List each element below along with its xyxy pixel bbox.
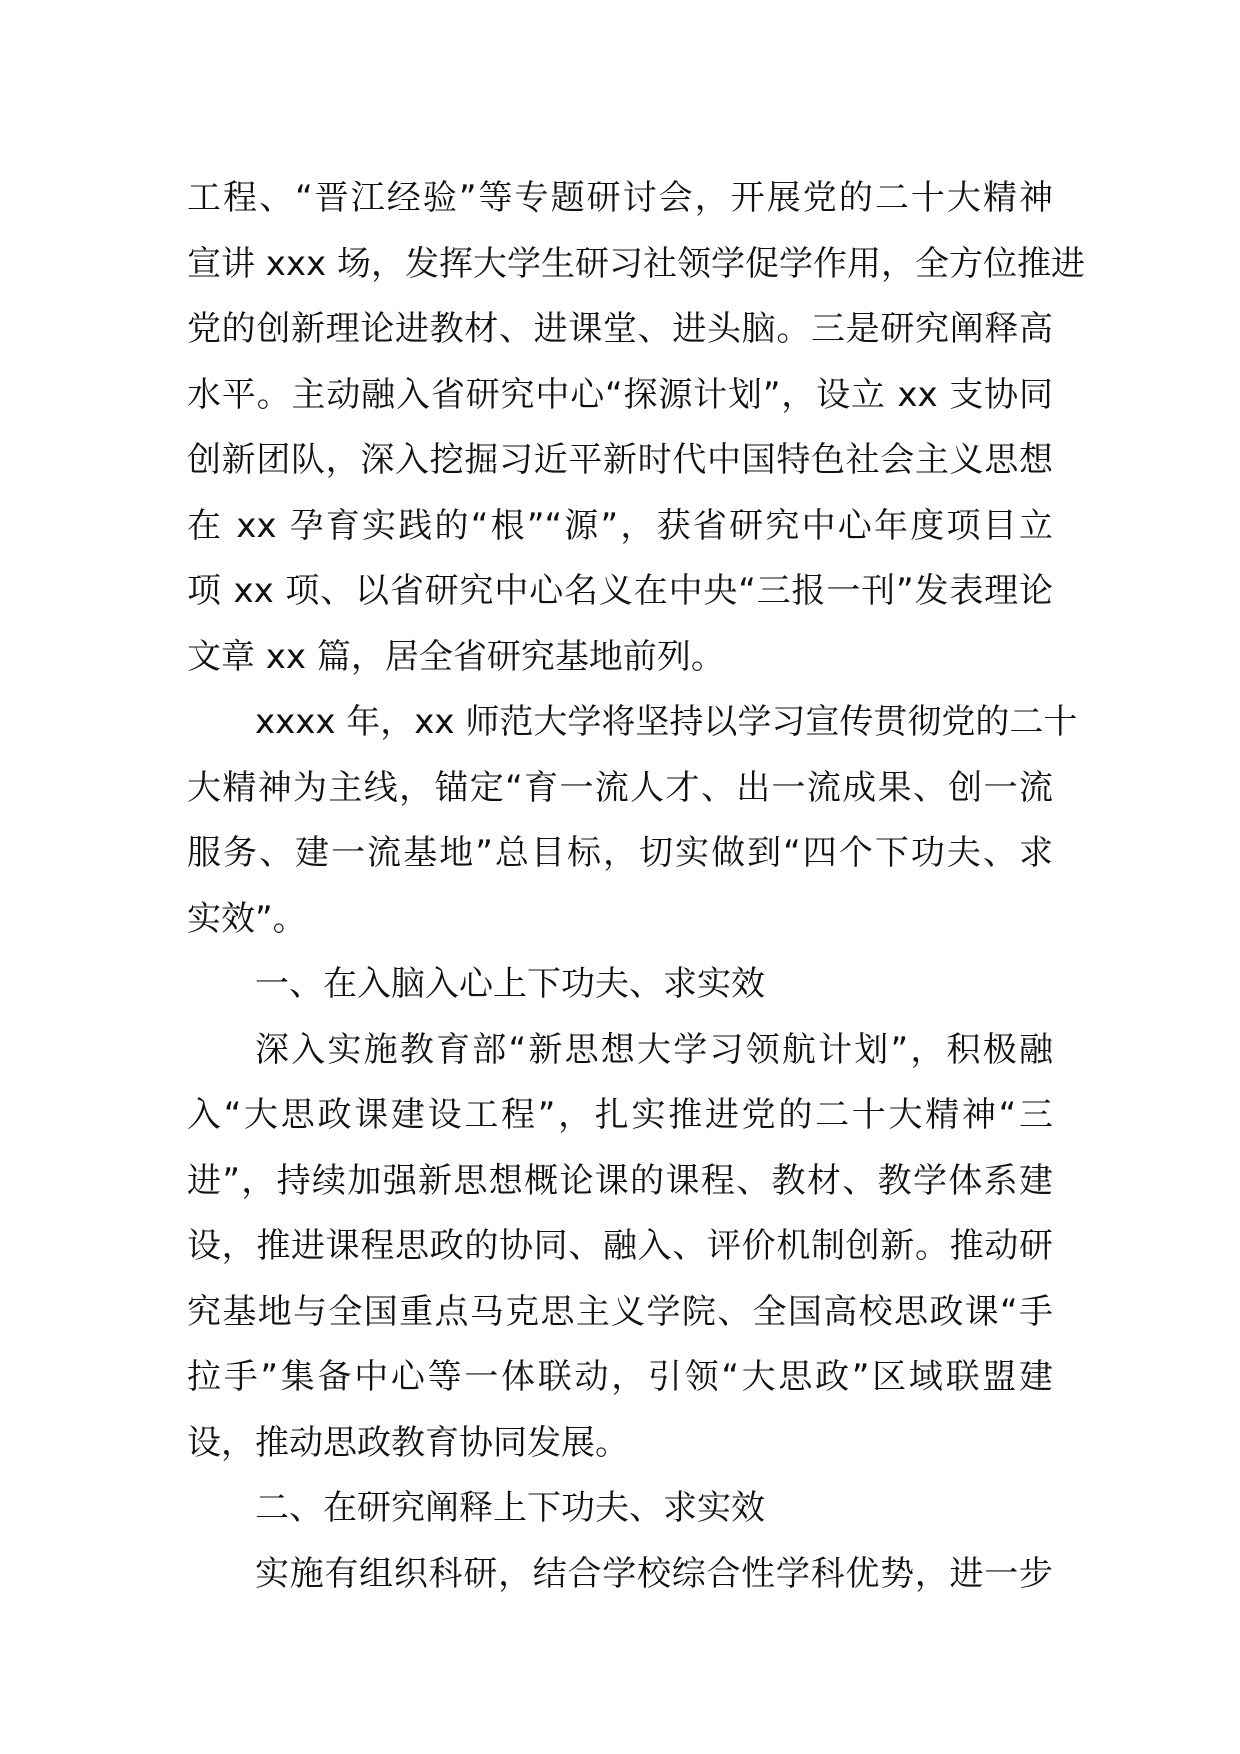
section-heading-2: 二、在研究阐释上下功夫、求实效 xyxy=(255,1488,765,1528)
text-line: 文章 xx 篇，居全省研究基地前列。 xyxy=(187,636,725,677)
paragraph-section-2 xyxy=(187,1542,1053,1608)
text-line: 实施有组织科研，结合学校综合性学科优势，进一步 xyxy=(255,1553,1053,1594)
text-line: xxxx 年，xx 师范大学将坚持以学习宣传贯彻党的二十 xyxy=(255,702,1078,742)
text-line: 究基地与全国重点马克思主义学院、全国高校思政课“手 xyxy=(187,1291,1053,1332)
text-line: 在 xx 孕育实践的“根”“源”，获省研究中心年度项目立 xyxy=(187,505,1053,546)
text-line: 项 xx 项、以省研究中心名义在中央“三报一刊”发表理论 xyxy=(187,571,1053,611)
text-line: 深入实施教育部“新思想大学习领航计划”，积极融 xyxy=(255,1029,1053,1070)
text-line: 党的创新理论进教材、进课堂、进头脑。三是研究阐释高 xyxy=(187,309,1053,349)
text-line: 创新团队，深入挖掘习近平新时代中国特色社会主义思想 xyxy=(187,440,1053,480)
section-heading-1: 一、在入脑入心上下功夫、求实效 xyxy=(255,964,765,1004)
document-body xyxy=(187,166,1085,1607)
paragraph-section-1 xyxy=(187,1018,1053,1477)
text-line: 设，推进课程思政的协同、融入、评价机制创新。推动研 xyxy=(187,1226,1053,1266)
paragraph-outlook xyxy=(187,690,1078,952)
text-line: 服务、建一流基地”总目标，切实做到“四个下功夫、求 xyxy=(187,833,1053,873)
text-line: 工程、“晋江经验”等专题研讨会，开展党的二十大精神 xyxy=(187,178,1053,218)
text-line: 设，推动思政教育协同发展。 xyxy=(187,1422,629,1463)
text-line: 宣讲 xxx 场，发挥大学生研习社领学促学作用，全方位推进 xyxy=(187,243,1085,284)
text-line: 进”，持续加强新思想概论课的课程、教材、教学体系建 xyxy=(187,1160,1053,1201)
text-line: 大精神为主线，锚定“育一流人才、出一流成果、创一流 xyxy=(187,767,1053,808)
paragraph-continuation xyxy=(187,166,1085,690)
text-line: 入“大思政课建设工程”，扎实推进党的二十大精神“三 xyxy=(187,1095,1053,1135)
text-line: 水平。主动融入省研究中心“探源计划”，设立 xx 支协同 xyxy=(187,374,1053,415)
text-line: 实效”。 xyxy=(187,898,307,939)
text-line: 拉手”集备中心等一体联动，引领“大思政”区域联盟建 xyxy=(187,1357,1053,1397)
